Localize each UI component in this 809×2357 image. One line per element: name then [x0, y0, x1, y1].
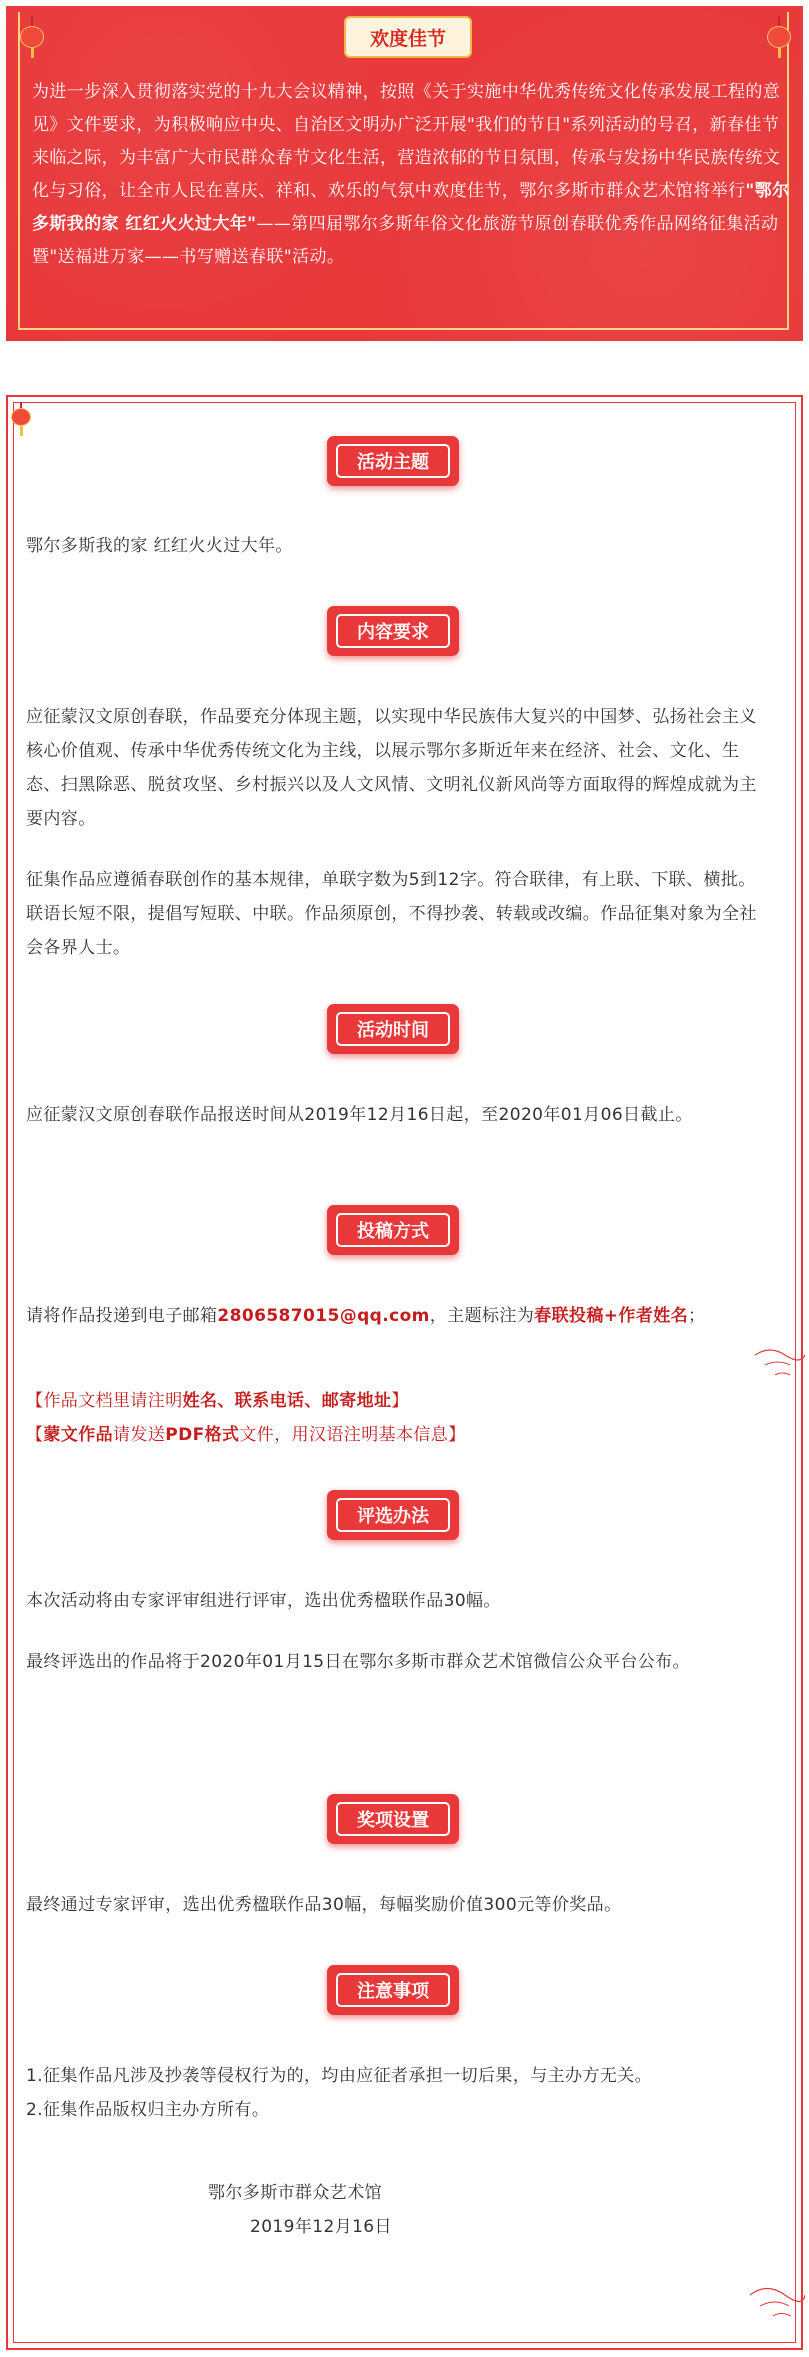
banner-intro-text: 为进一步深入贯彻落实党的十九大会议精神，按照《关于实施中华优秀传统文化传承发展工程的意见》文件要求，为积极响应中央、自治区文明办广泛开展"我们的节日"系列活动的号召，新春佳节来临之际，为丰富广大市民群众春节文化生活，营造浓郁的节日氛围，传承与发扬中华民族传统文化与习俗，让全市人民在喜庆、祥和、欢乐的气氛中欢度佳节，鄂尔多斯市群众艺术馆将举行"鄂尔多斯我的家 红红火火过大年"——第四届鄂尔多斯年俗文化旅游节原创春联优秀作品网络征集活动暨"送福进万家——书写赠送春联"活动。	[32, 82, 790, 267]
subject-format: 春联投稿+作者姓名	[534, 1306, 689, 1326]
submission-text: 请将作品投递到电子邮箱2806587015@qq.com，主题标注为春联投稿+作者姓名；	[26, 1306, 706, 1326]
lantern-icon	[767, 16, 791, 58]
time-text: 应征蒙汉文原创春联作品报送时间从2019年12月16日起，至2020年01月06日截止。	[26, 1105, 693, 1125]
heading-selection: 评选办法	[327, 1490, 459, 1540]
content-paragraph-2: 征集作品应遵循春联创作的基本规律，单联字数为5到12字。符合联律，有上联、下联、横批。联语长短不限，提倡写短联、中联。作品须原创，不得抄袭、转载或改编。作品征集对象为全社会各界人士。	[26, 870, 757, 958]
heading-time: 活动时间	[327, 1004, 459, 1054]
lantern-icon	[9, 402, 33, 436]
selection-paragraph-1: 本次活动将由专家评审组进行评审，选出优秀楹联作品30幅。	[26, 1591, 501, 1611]
content-paragraph-1: 应征蒙汉文原创春联，作品要充分体现主题，以实现中华民族伟大复兴的中国梦、弘扬社会主义核心价值观、传承中华优秀传统文化为主线，以展示鄂尔多斯近年来在经济、社会、文化、生态、扫黑除恶、脱贫攻坚、乡村振兴以及人文风情、文明礼仪新风尚等方面取得的辉煌成就为主要内容。	[26, 707, 757, 829]
heading-notes: 注意事项	[327, 1965, 459, 2015]
cloud-ornament-icon	[750, 1335, 805, 1385]
signature-date: 2019年12月16日	[250, 2217, 392, 2237]
email-link[interactable]: 2806587015@qq.com	[217, 1306, 430, 1326]
signature-org: 鄂尔多斯市群众艺术馆	[208, 2183, 382, 2203]
heading-theme: 活动主题	[327, 436, 459, 486]
selection-paragraph-2: 最终评选出的作品将于2020年01月15日在鄂尔多斯市群众艺术馆微信公众平台公布。	[26, 1652, 690, 1672]
theme-text: 鄂尔多斯我的家 红红火火过大年。	[26, 536, 293, 556]
notes-item-2: 2.征集作品版权归主办方所有。	[26, 2100, 270, 2120]
awards-text: 最终通过专家评审，选出优秀楹联作品30幅，每幅奖励价值300元等价奖品。	[26, 1895, 622, 1915]
festival-banner	[6, 6, 803, 341]
submission-note-2: 【蒙文作品请发送PDF格式文件，用汉语注明基本信息】	[26, 1425, 466, 1445]
submission-note-1: 【作品文档里请注明姓名、联系电话、邮寄地址】	[26, 1391, 409, 1411]
heading-awards: 奖项设置	[327, 1794, 459, 1844]
lantern-icon	[20, 16, 44, 58]
content-inner-frame	[13, 402, 796, 2343]
notes-item-1: 1.征集作品凡涉及抄袭等侵权行为的，均由应征者承担一切后果，与主办方无关。	[26, 2066, 653, 2086]
heading-content-requirements: 内容要求	[327, 606, 459, 656]
event-name: "鄂尔多斯我的家 红红火火过大年"	[32, 181, 790, 234]
banner-title: 欢度佳节	[344, 16, 472, 58]
cloud-ornament-icon	[745, 2270, 805, 2325]
heading-submission: 投稿方式	[327, 1205, 459, 1255]
